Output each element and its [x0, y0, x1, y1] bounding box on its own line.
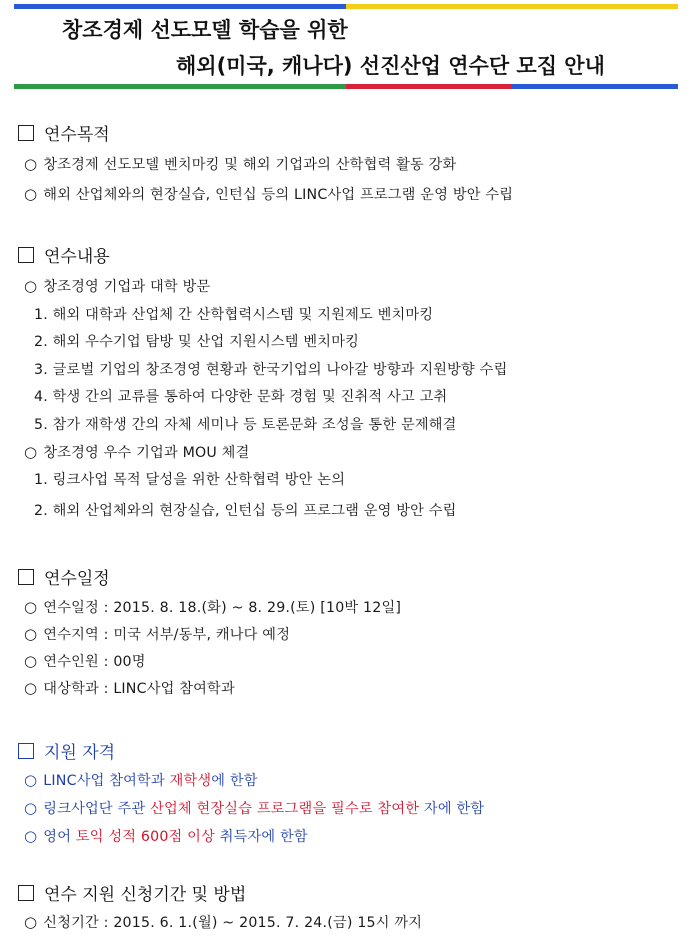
list-item-text: 에 한함	[211, 773, 258, 789]
highlight-text: 토익 성적 600점 이상	[75, 829, 215, 845]
section-heading-schedule	[18, 564, 110, 589]
bar-segment-blue-2	[512, 84, 678, 89]
list-item-text: 링크사업단 주관	[43, 801, 151, 817]
circle-bullet-icon: ○	[24, 598, 38, 616]
checkbox-square-icon	[18, 743, 34, 759]
sub-list-item: 3. 글로벌 기업의 창조경영 현황과 한국기업의 나아갈 방향과 지원방향 수립	[34, 362, 508, 378]
list-item-text: 영어	[43, 829, 76, 845]
sub-list-item: 2. 해외 우수기업 탐방 및 산업 지원시스템 벤치마킹	[34, 334, 360, 350]
list-item-text: 자에 한함	[419, 801, 485, 817]
section-heading-text: 연수 지원 신청기간 및 방법	[44, 885, 247, 905]
list-item-text: 해외 산업체와의 현장실습, 인턴십 등의 LINC사업 프로그램 운영 방안 수립	[43, 187, 514, 203]
list-item-text: 취득자에 한함	[214, 829, 308, 845]
circle-bullet-icon: ○	[24, 827, 38, 845]
section-heading-content	[18, 242, 110, 267]
list-item-text: 창조경영 우수 기업과 MOU 체결	[43, 445, 250, 461]
list-item-text: 신청기간 : 2015. 6. 1.(월) ~ 2015. 7. 24.(금) 15시 까지	[43, 915, 423, 931]
circle-bullet-icon: ○	[24, 277, 38, 295]
title-line-2: 해외(미국, 캐나다) 선진산업 연수단 모집 안내	[176, 54, 605, 78]
circle-bullet-icon: ○	[24, 913, 38, 931]
checkbox-square-icon	[18, 125, 34, 141]
bar-segment-red	[346, 84, 512, 89]
list-item	[24, 184, 513, 204]
section-heading-application	[18, 880, 246, 905]
list-item	[24, 442, 250, 462]
list-item	[24, 826, 308, 846]
list-item-text: 연수지역 : 미국 서부/동부, 캐나다 예정	[43, 627, 291, 643]
bottom-color-bar	[14, 84, 678, 89]
sub-list-item: 1. 링크사업 목적 달성을 위한 산학협력 방안 논의	[34, 472, 346, 488]
bar-segment-blue	[180, 4, 346, 9]
top-color-bar	[14, 4, 678, 9]
sub-list-item: 5. 참가 재학생 간의 자체 세미나 등 토론문화 조성을 통한 문제해결	[34, 417, 457, 433]
bar-segment-green	[14, 84, 346, 89]
circle-bullet-icon: ○	[24, 771, 38, 789]
list-item	[24, 798, 484, 818]
section-heading-text: 연수일정	[44, 569, 110, 589]
list-item-text: 연수인원 : 00명	[43, 654, 146, 670]
list-item	[24, 651, 146, 671]
circle-bullet-icon: ○	[24, 155, 38, 173]
list-item	[24, 154, 456, 174]
sub-list-item: 4. 학생 간의 교류를 통하여 다양한 문화 경험 및 진취적 사고 고취	[34, 389, 448, 405]
sub-list-item: 2. 해외 산업체와의 현장실습, 인턴십 등의 프로그램 운영 방안 수립	[34, 503, 457, 519]
list-item	[24, 624, 290, 644]
list-item	[24, 678, 235, 698]
circle-bullet-icon: ○	[24, 799, 38, 817]
list-item	[24, 912, 422, 932]
circle-bullet-icon: ○	[24, 185, 38, 203]
checkbox-square-icon	[18, 247, 34, 263]
section-heading-purpose	[18, 120, 110, 145]
circle-bullet-icon: ○	[24, 652, 38, 670]
section-heading-text: 지원 자격	[44, 743, 116, 763]
list-item-text: 창조경영 기업과 대학 방문	[43, 279, 211, 295]
checkbox-square-icon	[18, 885, 34, 901]
checkbox-square-icon	[18, 569, 34, 585]
list-item	[24, 276, 210, 296]
title-line-1: 창조경제 선도모델 학습을 위한	[62, 18, 348, 42]
section-heading-eligibility	[18, 738, 115, 763]
highlight-text: 재학생	[169, 773, 212, 789]
section-heading-text: 연수목적	[44, 125, 110, 145]
circle-bullet-icon: ○	[24, 443, 38, 461]
highlight-text: 산업체 현장실습 프로그램을 필수로 참여한	[150, 801, 420, 817]
sub-list-item: 1. 해외 대학과 산업체 간 산학협력시스템 및 지원제도 벤치마킹	[34, 307, 434, 323]
circle-bullet-icon: ○	[24, 625, 38, 643]
list-item-text: 대상학과 : LINC사업 참여학과	[43, 681, 235, 697]
bar-segment-yellow-2	[346, 4, 678, 9]
list-item-text: 연수일정 : 2015. 8. 18.(화) ~ 8. 29.(토) [10박 12일]	[43, 600, 402, 616]
list-item-text: LINC사업 참여학과	[43, 773, 170, 789]
list-item-text: 창조경제 선도모델 벤치마킹 및 해외 기업과의 산학협력 활동 강화	[43, 157, 457, 173]
list-item	[24, 597, 401, 617]
circle-bullet-icon: ○	[24, 679, 38, 697]
section-heading-text: 연수내용	[44, 247, 110, 267]
bar-segment-yellow	[14, 4, 180, 9]
list-item	[24, 770, 258, 790]
